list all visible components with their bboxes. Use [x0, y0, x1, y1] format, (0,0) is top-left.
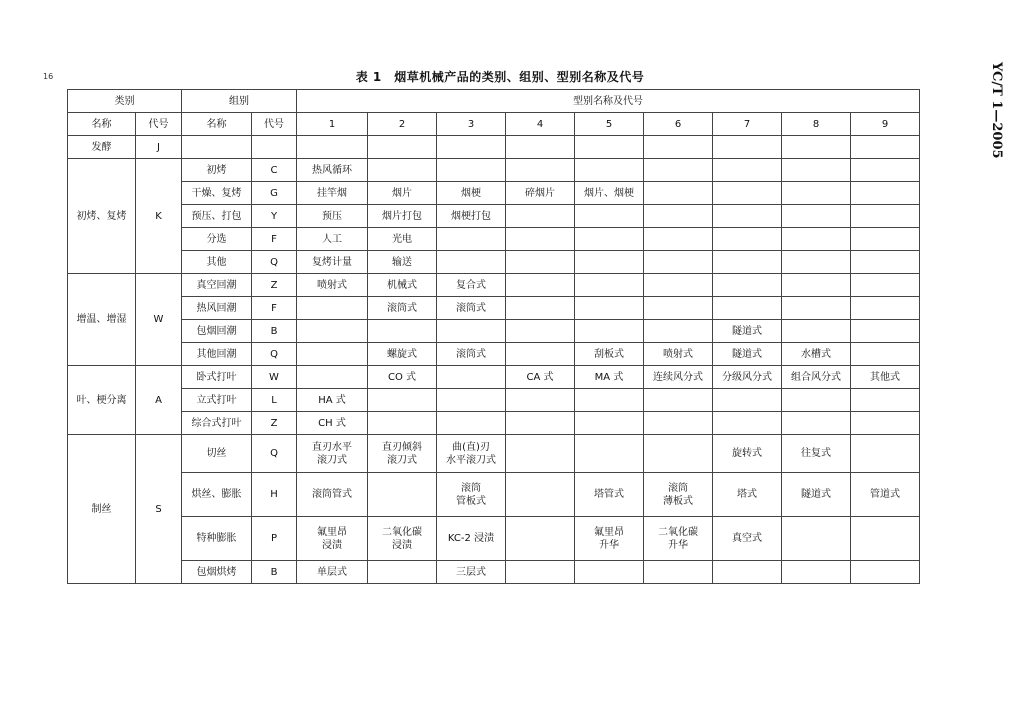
type-cell: MA 式 — [575, 366, 644, 389]
group-name: 烘丝、膨胀 — [182, 473, 252, 517]
group-code: G — [252, 182, 297, 205]
header-num: 6 — [644, 113, 713, 136]
type-cell: 复合式 — [437, 274, 506, 297]
header-num: 3 — [437, 113, 506, 136]
header-num: 8 — [782, 113, 851, 136]
type-cell: 隧道式 — [713, 320, 782, 343]
type-cell: 烟片打包 — [368, 205, 437, 228]
group-code: C — [252, 159, 297, 182]
type-cell: 其他式 — [851, 366, 920, 389]
category-name: 制丝 — [68, 435, 136, 584]
group-code: L — [252, 389, 297, 412]
type-cell: 旋转式 — [713, 435, 782, 473]
table-row — [68, 136, 920, 159]
table-row — [68, 320, 920, 343]
group-code: B — [252, 561, 297, 584]
group-name: 切丝 — [182, 435, 252, 473]
group-code: Q — [252, 251, 297, 274]
group-name: 包烟烘烤 — [182, 561, 252, 584]
type-cell: 烟梗打包 — [437, 205, 506, 228]
header-num: 1 — [297, 113, 368, 136]
group-name: 包烟回潮 — [182, 320, 252, 343]
type-cell: 往复式 — [782, 435, 851, 473]
type-cell: 光电 — [368, 228, 437, 251]
type-cell: 输送 — [368, 251, 437, 274]
type-cell: 烟片 — [368, 182, 437, 205]
type-cell: 烟片、烟梗 — [575, 182, 644, 205]
type-cell: 连续风分式 — [644, 366, 713, 389]
type-cell: 人工 — [297, 228, 368, 251]
header-type-names: 型别名称及代号 — [297, 90, 920, 113]
type-cell: 复烤计量 — [297, 251, 368, 274]
group-name: 预压、打包 — [182, 205, 252, 228]
header-category: 类别 — [68, 90, 182, 113]
table-row — [68, 182, 920, 205]
group-name: 其他回潮 — [182, 343, 252, 366]
category-code: W — [136, 274, 182, 366]
table-row — [68, 228, 920, 251]
type-cell: 碎烟片 — [506, 182, 575, 205]
header-code: 代号 — [136, 113, 182, 136]
table-row — [68, 274, 920, 297]
category-code: J — [136, 136, 182, 159]
table-caption: 表 1 烟草机械产品的类别、组别、型别名称及代号 — [355, 70, 645, 84]
table-row — [68, 159, 920, 182]
header-group: 组别 — [182, 90, 297, 113]
header-row-1 — [68, 90, 920, 113]
type-cell: 热风循环 — [297, 159, 368, 182]
header-name: 名称 — [68, 113, 136, 136]
type-cell: 螺旋式 — [368, 343, 437, 366]
group-code: Z — [252, 274, 297, 297]
group-name: 卧式打叶 — [182, 366, 252, 389]
type-cell: 管道式 — [851, 473, 920, 517]
type-cell: 直刃倾斜 滚刀式 — [368, 435, 437, 473]
header-row-2 — [68, 113, 920, 136]
group-name: 立式打叶 — [182, 389, 252, 412]
type-cell: CH 式 — [297, 412, 368, 435]
type-cell: 隧道式 — [782, 473, 851, 517]
type-cell: 曲(直)刃 水平滚刀式 — [437, 435, 506, 473]
header-num: 5 — [575, 113, 644, 136]
category-code: A — [136, 366, 182, 435]
type-cell: 刮板式 — [575, 343, 644, 366]
type-cell: 塔式 — [713, 473, 782, 517]
type-cell: 单层式 — [297, 561, 368, 584]
table-row — [68, 297, 920, 320]
table-row — [68, 389, 920, 412]
type-cell: 滚筒式 — [437, 297, 506, 320]
type-cell: 滚筒式 — [437, 343, 506, 366]
category-name: 发酵 — [68, 136, 136, 159]
page-number: 16 — [43, 72, 54, 81]
group-name: 干燥、复烤 — [182, 182, 252, 205]
type-cell: 喷射式 — [297, 274, 368, 297]
header-num: 7 — [713, 113, 782, 136]
type-cell: 塔管式 — [575, 473, 644, 517]
group-code: B — [252, 320, 297, 343]
type-cell: 滚筒式 — [368, 297, 437, 320]
group-code: Y — [252, 205, 297, 228]
header-name: 名称 — [182, 113, 252, 136]
type-cell: 二氧化碳 浸渍 — [368, 517, 437, 561]
header-num: 2 — [368, 113, 437, 136]
type-cell: 烟梗 — [437, 182, 506, 205]
type-cell: 直刃水平 滚刀式 — [297, 435, 368, 473]
group-code: F — [252, 228, 297, 251]
table-row — [68, 366, 920, 389]
group-code: Z — [252, 412, 297, 435]
type-cell: 二氧化碳 升华 — [644, 517, 713, 561]
table-row — [68, 251, 920, 274]
table-row — [68, 343, 920, 366]
group-code: Q — [252, 343, 297, 366]
group-code: Q — [252, 435, 297, 473]
table-row — [68, 435, 920, 473]
type-cell: KC-2 浸渍 — [437, 517, 506, 561]
type-cell: 氟里昂 浸渍 — [297, 517, 368, 561]
type-cell: 滚筒管式 — [297, 473, 368, 517]
type-cell: 隧道式 — [713, 343, 782, 366]
group-name: 其他 — [182, 251, 252, 274]
product-code-table — [67, 89, 920, 584]
type-cell: 挂竿烟 — [297, 182, 368, 205]
type-cell: 滚筒 管板式 — [437, 473, 506, 517]
group-code: H — [252, 473, 297, 517]
type-cell: 滚筒 薄板式 — [644, 473, 713, 517]
type-cell: 组合风分式 — [782, 366, 851, 389]
type-cell: 水槽式 — [782, 343, 851, 366]
table-row — [68, 561, 920, 584]
category-name: 初烤、复烤 — [68, 159, 136, 274]
type-cell: 喷射式 — [644, 343, 713, 366]
type-cell: CA 式 — [506, 366, 575, 389]
type-cell: 真空式 — [713, 517, 782, 561]
group-name: 热风回潮 — [182, 297, 252, 320]
category-name: 增温、增湿 — [68, 274, 136, 366]
table-row — [68, 517, 920, 561]
type-cell: 预压 — [297, 205, 368, 228]
type-cell: 三层式 — [437, 561, 506, 584]
category-name: 叶、梗分离 — [68, 366, 136, 435]
table-row — [68, 412, 920, 435]
type-cell: 分级风分式 — [713, 366, 782, 389]
type-cell: CO 式 — [368, 366, 437, 389]
group-name: 真空回潮 — [182, 274, 252, 297]
header-num: 9 — [851, 113, 920, 136]
standard-code: YC/T 1—2005 — [989, 62, 1004, 159]
group-name: 初烤 — [182, 159, 252, 182]
table-row — [68, 205, 920, 228]
table-row — [68, 473, 920, 517]
group-code: W — [252, 366, 297, 389]
group-name: 特种膨胀 — [182, 517, 252, 561]
type-cell: 氟里昂 升华 — [575, 517, 644, 561]
header-code: 代号 — [252, 113, 297, 136]
group-code: F — [252, 297, 297, 320]
category-code: K — [136, 159, 182, 274]
group-code: P — [252, 517, 297, 561]
type-cell: 机械式 — [368, 274, 437, 297]
category-code: S — [136, 435, 182, 584]
header-num: 4 — [506, 113, 575, 136]
group-name: 综合式打叶 — [182, 412, 252, 435]
type-cell: HA 式 — [297, 389, 368, 412]
group-name: 分选 — [182, 228, 252, 251]
